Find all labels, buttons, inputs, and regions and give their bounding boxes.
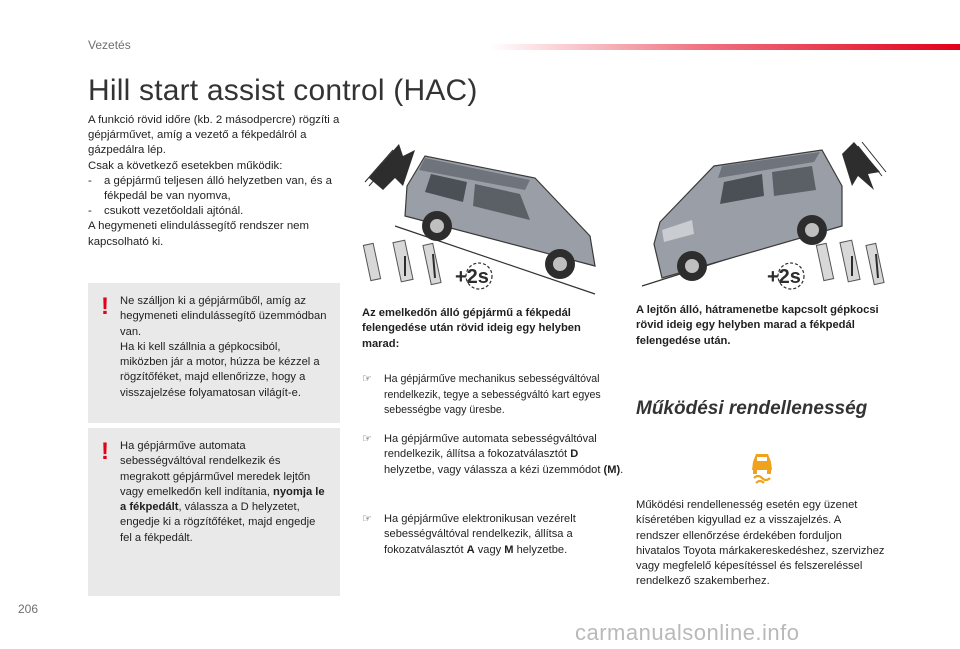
- downhill-van-icon: [632, 126, 894, 296]
- intro-paragraph-2: Csak a következő esetekben működik:: [88, 159, 283, 172]
- warning-box-parking: [88, 283, 340, 423]
- pointer-hand-icon: ☞: [362, 373, 372, 385]
- illustration-downhill: [632, 126, 894, 296]
- page-title: Hill start assist control (HAC): [88, 74, 478, 107]
- bullet-automatic: ☞ Ha gépjárműve automata sebességváltóval rendelkezik, állítsa a fokozatválasztót D helyzetbe, vagy válassza a kézi üzemmódot (M).: [362, 433, 624, 476]
- page-number: 206: [18, 602, 39, 616]
- warning-exclamation-icon: !: [101, 293, 109, 320]
- caption-uphill: Az emelkedőn álló gépjármű a fékpedál felengedése után rövid ideig egy helyben marad:: [362, 307, 581, 350]
- caption-downhill: A lejtőn álló, hátramenetbe kapcsolt gépkocsi rövid ideig egy helyben marad a fékpedál felengedése után.: [636, 304, 879, 347]
- bullet-electronic: ☞ Ha gépjárműve elektronikusan vezérelt sebességváltóval rendelkezik, állítsa a fokozatválasztót A vagy M helyzetbe.: [362, 513, 576, 556]
- illustration-uphill: [355, 126, 620, 296]
- intro-paragraph-1: A funkció rövid időre (kb. 2 másodpercre) rögzíti a gépjárművet, amíg a vezető a fékpedálról a gázpedálra lép.: [88, 114, 340, 157]
- badge-2s: +2s: [455, 266, 489, 288]
- pointer-hand-icon: ☞: [362, 513, 372, 525]
- intro-paragraph-3: A hegymeneti elindulássegítő rendszer nem kapcsolható ki.: [88, 220, 309, 248]
- header-accent-bar: [490, 44, 960, 50]
- warning-text: Ne szálljon ki a gépjárműből, amíg az hegymeneti elindulássegítő üzemmódban van. Ha ki kell szállnia a gépkocsiból, miközben jár a motor, húzza be kézzel a rögzítőféket, majd ellenőrizze, hogy a visszajelzése folyamatosan világít-e.: [120, 295, 327, 399]
- intro-list-item: - csukott vezetőoldali ajtónál.: [88, 205, 244, 218]
- pointer-hand-icon: ☞: [362, 433, 372, 445]
- watermark: carmanualsonline.info: [575, 620, 800, 645]
- intro-text: [88, 113, 350, 250]
- malfunction-title: Működési rendellenesség: [636, 398, 868, 419]
- warning-text: Ha gépjárműve automata sebességváltóval rendelkezik és megrakott gépjárművel meredek lejtőn vagy emelkedőn kell indítania, nyomja le a fékpedált, válassza a D helyzetet, engedje ki a rögzítőféket, majd engedje fel a fékpedált.: [120, 440, 325, 544]
- uphill-van-icon: [355, 126, 620, 296]
- skid-warning-icon: [748, 450, 776, 484]
- bullet-manual: ☞ Ha gépjárműve mechanikus sebességváltóval rendelkezik, tegye a sebességváltó kart egyes sebességbe vagy üresbe.: [362, 373, 601, 417]
- section-label: Vezetés: [88, 38, 131, 52]
- badge-2s: +2s: [767, 266, 801, 288]
- intro-list-item: - a gépjármű teljesen álló helyzetben van, és a fékpedál be van nyomva,: [88, 174, 332, 203]
- warning-exclamation-icon: !: [101, 438, 109, 465]
- warning-box-automatic: [88, 428, 340, 596]
- malfunction-text: Működési rendellenesség esetén egy üzenet kíséretében kigyullad ez a visszajelzés. A rendszer ellenőrzése érdekében forduljon hivatalos Toyota márkakereskedéshez, szervizhez vagy megfelelő képesítéssel és felszereléssel rendelkező szakemberhez.: [636, 499, 885, 588]
